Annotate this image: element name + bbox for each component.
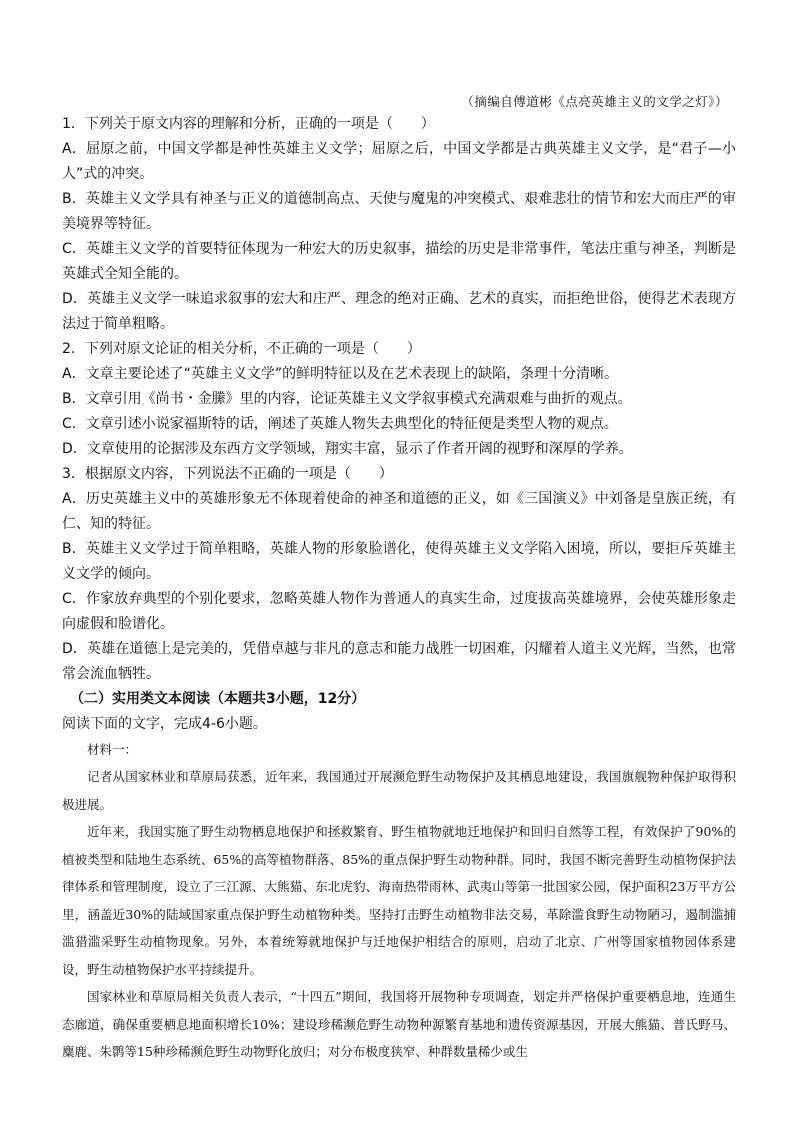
question-2-option-b: B．文章引用《尚书・金縢》里的内容，论证英雄主义文学叙事模式充满艰难与曲折的观点。	[62, 391, 632, 407]
question-3-option-d: D．英雄在道德上是完美的，凭借卓越与非凡的意志和能力战胜一切困难，闪耀着人道主义光辉，当然，也常常会流血牺牲。	[62, 641, 736, 682]
question-3-stem: 3．根据原文内容，下列说法不正确的一项是（ ）	[62, 466, 393, 482]
material-label: 材料一：	[87, 742, 138, 757]
question-1-option-c: C．英雄主义文学的首要特征体现为一种宏大的历史叙事，描绘的历史是非常事件，笔法庄重与神圣，判断是英雄式全知全能的。	[62, 241, 736, 282]
question-2-option-c: C．文章引述小说家福斯特的话，阐述了英雄人物失去典型化的特征便是类型人物的观点。	[62, 416, 618, 432]
section-heading: （二）实用类文本阅读（本题共3小题，12分）	[70, 691, 366, 707]
source-citation: （摘编自傅道彬《点亮英雄主义的文学之灯》）	[461, 94, 728, 109]
question-3-option-a: A．历史英雄主义中的英雄形象无不体现着使命的神圣和道德的正义，如《三国演义》中刘备是皇族正统，有仁、知的特征。	[62, 491, 736, 532]
question-2-option-d: D．文章使用的论据涉及东西方文学领域，翔实丰富，显示了作者开阔的视野和深厚的学养。	[62, 441, 633, 457]
question-3-option-c: C．作家放弃典型的个别化要求，忽略英雄人物作为普通人的真实生命，过度拔高英雄境界，会使英雄形象走向虚假和脸谱化。	[62, 591, 736, 632]
question-1-stem: 1．下列关于原文内容的理解和分析，正确的一项是（ ）	[62, 116, 435, 132]
question-2-stem: 2．下列对原文论证的相关分析，不正确的一项是（ ）	[62, 341, 421, 357]
section-instruction: 阅读下面的文字，完成4-6小题。	[62, 716, 267, 732]
question-3-option-b: B．英雄主义文学过于简单粗略，英雄人物的形象脸谱化，使得英雄主义文学陷入困境，所以，要拒斥英雄主义文学的倾向。	[62, 541, 736, 582]
material-paragraph: 国家林业和草原局相关负责人表示，“十四五”期间，我国将开展物种专项调查，划定并严格保护重要栖息地，连通生态廊道，确保重要栖息地面积增长10%；建设珍稀濒危野生动物种源繁育基地和遗传资源基因，开展大熊猫、普氏野马、麋鹿、朱鹮等15种珍稀濒危野生动物野化放归；对分布极度狭窄、种群数量稀少或生	[62, 989, 736, 1059]
question-2-option-a: A．文章主要论述了“英雄主义文学”的鲜明特征以及在艺术表现上的缺陷，条理十分清晰。	[62, 366, 619, 382]
content-body	[62, 112, 736, 1066]
question-1-option-a: A．屈原之前，中国文学都是神性英雄主义文学；屈原之后，中国文学都是古典英雄主义文学，是“君子—小人”式的冲突。	[62, 141, 736, 182]
material-paragraph: 近年来，我国实施了野生动物栖息地保护和拯救繁育、野生植物就地迁地保护和回归自然等工程，有效保护了90%的植被类型和陆地生态系统、65%的高等植物群落、85%的重点保护野生动物种群。同时，我国不断完善野生动植物保护法律体系和管理制度，设立了三江源、大熊猫、东北虎豹、海南热带雨林、武夷山等第一批国家公园，保护面积23万平方公里，涵盖近30%的陆域国家重点保护野生动植物种类。坚持打击野生动植物非法交易，革除滥食野生动物陋习，遏制滥捕滥猎滥采野生动植物现象。另外，本着统筹就地保护与迁地保护相结合的原则，启动了北京、广州等国家植物园体系建设，野生动植物保护水平持续提升。	[62, 824, 736, 977]
question-1-option-b: B．英雄主义文学具有神圣与正义的道德制高点、天使与魔鬼的冲突模式、艰难悲壮的情节和宏大而庄严的审美境界等特征。	[62, 191, 736, 232]
question-1-option-d: D．英雄主义文学一味追求叙事的宏大和庄严、理念的绝对正确、艺术的真实，而拒绝世俗，使得艺术表现方法过于简单粗略。	[62, 291, 736, 332]
material-paragraph: 记者从国家林业和草原局获悉，近年来，我国通过开展濒危野生动物保护及其栖息地建设，我国旗舰物种保护取得积极进展。	[62, 769, 736, 812]
